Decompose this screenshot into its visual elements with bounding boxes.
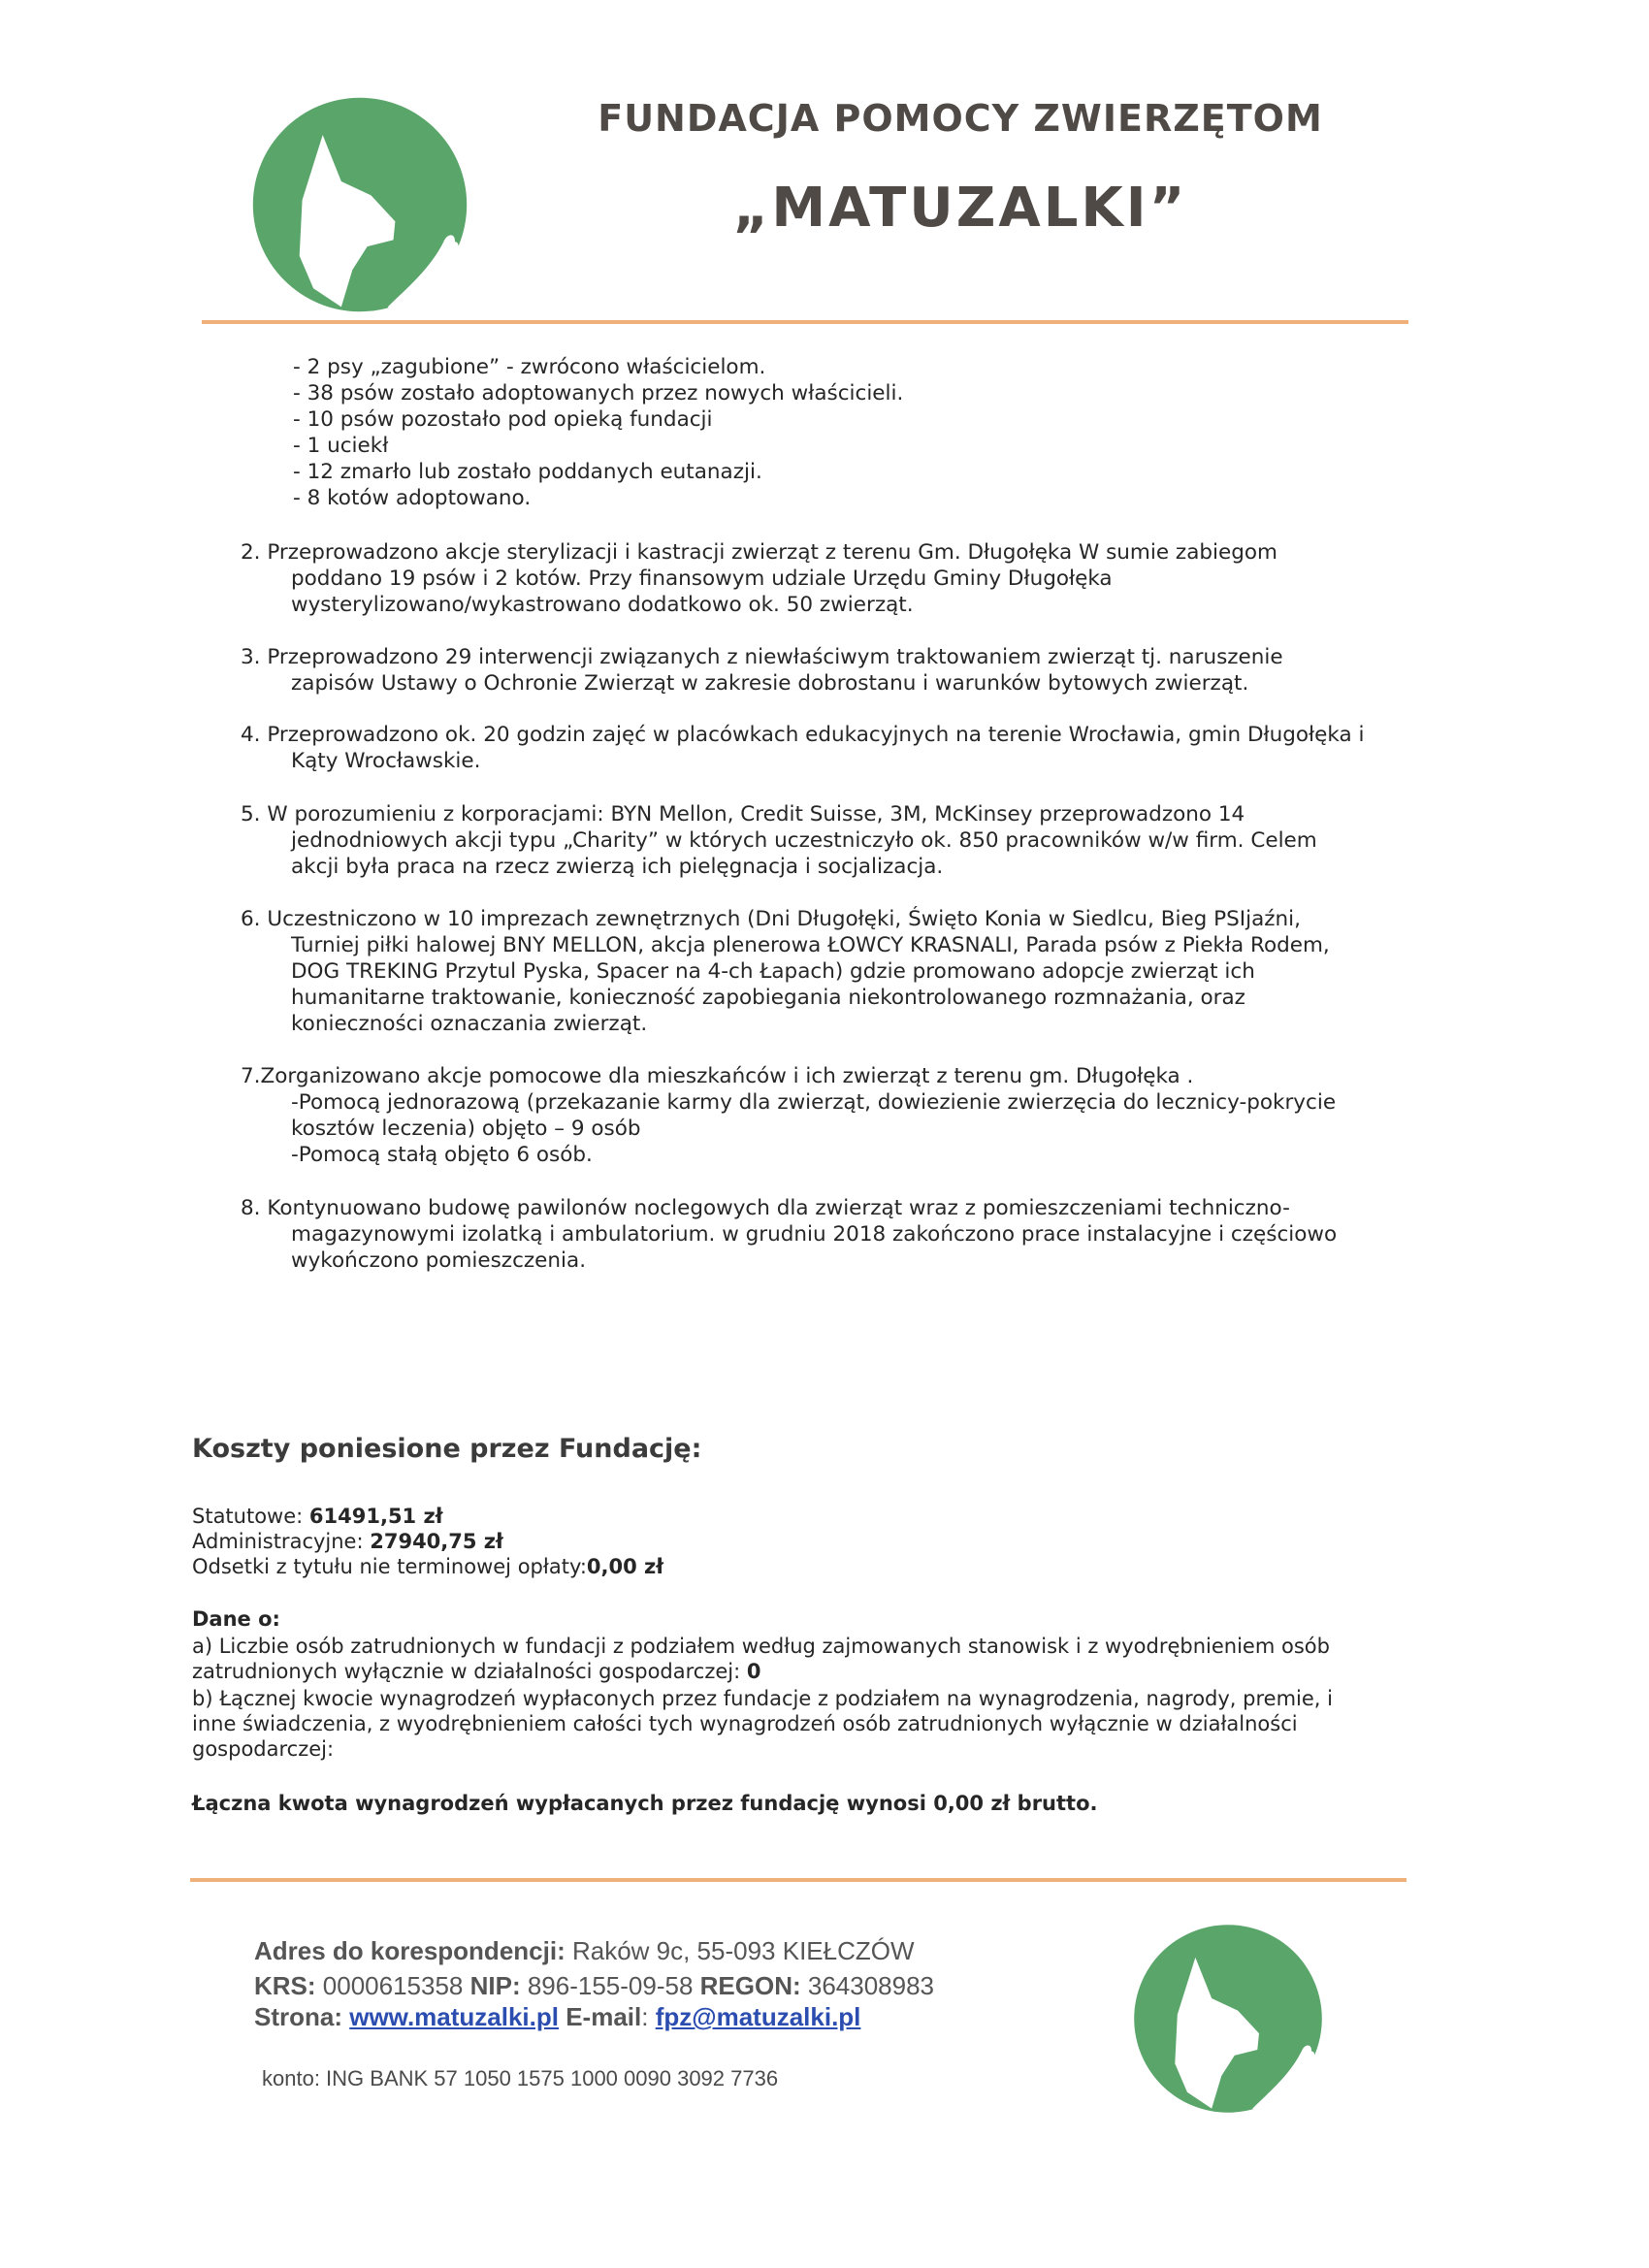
footer-address: Adres do korespondencji: Raków 9c, 55-093 KIEŁCZÓW (254, 1936, 915, 1965)
bank-account: konto: ING BANK 57 1050 1575 1000 0090 3092 7736 (262, 2066, 779, 2090)
report-item-7: 7.Zorganizowano akcje pomocowe dla mieszkańców i ich zwierząt z terenu gm. Długołęka . -Pomocą jednorazową (przekazanie karmy dla zwierząt, dowiezienie zwierzęcia do lecznicy-pokrycie kosztów leczenia) objęto – 9 osób -Pomocą stałą objęto 6 osób. (241, 1064, 1337, 1167)
list-item: - 2 psy „zagubione” - zwrócono właścicielom. (293, 355, 766, 379)
footer-contact: Strona: www.matuzalki.pl E-mail: fpz@matuzalki.pl (254, 2002, 861, 2031)
data-heading: Dane o: (192, 1607, 280, 1631)
organization-subtitle: „MATUZALKI” (732, 177, 1188, 240)
report-item-8: 8. Kontynuowano budowę pawilonów noclegowych dla zwierząt wraz z pomieszczeniami techniczno- magazynowymi izolatką i ambulatorium. w grudniu 2018 zakończono prace instalacyjne i częściowo wykończono pomieszczenia. (241, 1196, 1338, 1273)
foundation-logo-footer (1127, 1921, 1329, 2117)
costs-heading: Koszty poniesione przez Fundację: (192, 1434, 702, 1464)
total-salaries: Łączna kwota wynagrodzeń wypłacanych przez fundację wynosi 0,00 zł brutto. (192, 1792, 1098, 1815)
list-item: - 38 psów zostało adoptowanych przez nowych właścicieli. (293, 381, 904, 405)
statutory-costs: Statutowe: 61491,51 zł (192, 1505, 443, 1528)
list-item: - 10 psów pozostało pod opieką fundacji (293, 407, 713, 432)
data-item-a: a) Liczbie osób zatrudnionych w fundacji z podziałem według zajmowanych stanowisk i z wyodrębnieniem osób zatrudnionych wyłącznie w działalności gospodarczej: 0 (192, 1635, 1330, 1683)
report-item-2: 2. Przeprowadzono akcje sterylizacji i kastracji zwierząt z terenu Gm. Długołęka W sumie zabiegom poddano 19 psów i 2 kotów. Przy finansowym udziale Urzędu Gminy Długołęka wysterylizowano/wykastrowano dodatkowo ok. 50 zwierząt. (241, 540, 1277, 617)
report-item-6: 6. Uczestniczono w 10 imprezach zewnętrznych (Dni Długołęki, Święto Konia w Siedlcu, Bieg PSIjaźni, Turniej piłki halowej BNY MELLON, akcja plenerowa ŁOWCY KRASNALI, Parada psów z Piekła Rodem, DOG TREKING Przytul Pyska, Spacer na 4-ch Łapach) gdzie promowano adopcje zwierząt ich humanitarne traktowanie, konieczność zapobiegania niekontrolowanego rozmnażania, oraz konieczności oznaczania zwierząt. (241, 907, 1330, 1036)
data-item-b: b) Łącznej kwocie wynagrodzeń wypłaconych przez fundacje z podziałem na wynagrodzenia, nagrody, premie, i inne świadczenia, z wyodrębnieniem całości tych wynagrodzeń osób zatrudnionych wyłącznie w działalności gospodarczej: (192, 1687, 1333, 1761)
report-item-3: 3. Przeprowadzono 29 interwencji związanych z niewłaściwym traktowaniem zwierząt tj. naruszenie zapisów Ustawy o Ochronie Zwierząt w zakresie dobrostanu i warunków bytowych zwierząt. (241, 645, 1283, 696)
list-item: - 8 kotów adoptowano. (293, 486, 532, 510)
footer-divider (190, 1878, 1406, 1882)
interest-costs: Odsetki z tytułu nie terminowej opłaty:0,00 zł (192, 1555, 664, 1578)
administrative-costs: Administracyjne: 27940,75 zł (192, 1530, 503, 1553)
list-item: - 12 zmarło lub zostało poddanych eutanazji. (293, 460, 762, 484)
organization-name: FUNDACJA POMOCY ZWIERZĘTOM (598, 97, 1323, 140)
report-item-4: 4. Przeprowadzono ok. 20 godzin zajęć w placówkach edukacyjnych na terenie Wrocławia, gmin Długołęka i Kąty Wrocławskie. (241, 723, 1365, 773)
website-link[interactable]: www.matuzalki.pl (349, 2002, 559, 2031)
header-divider (202, 320, 1408, 324)
foundation-logo (244, 93, 475, 316)
email-link[interactable]: fpz@matuzalki.pl (655, 2002, 861, 2031)
report-item-5: 5. W porozumieniu z korporacjami: BYN Mellon, Credit Suisse, 3M, McKinsey przeprowadzono 14 jednodniowych akcji typu „Charity” w których uczestniczyło ok. 850 pracowników w/w firm. Celem akcji była praca na rzecz zwierzą ich pielęgnacja i socjalizacja. (241, 802, 1317, 879)
footer-registry: KRS: 0000615358 NIP: 896-155-09-58 REGON: 364308983 (254, 1971, 935, 2000)
list-item: - 1 uciekł (293, 434, 389, 458)
